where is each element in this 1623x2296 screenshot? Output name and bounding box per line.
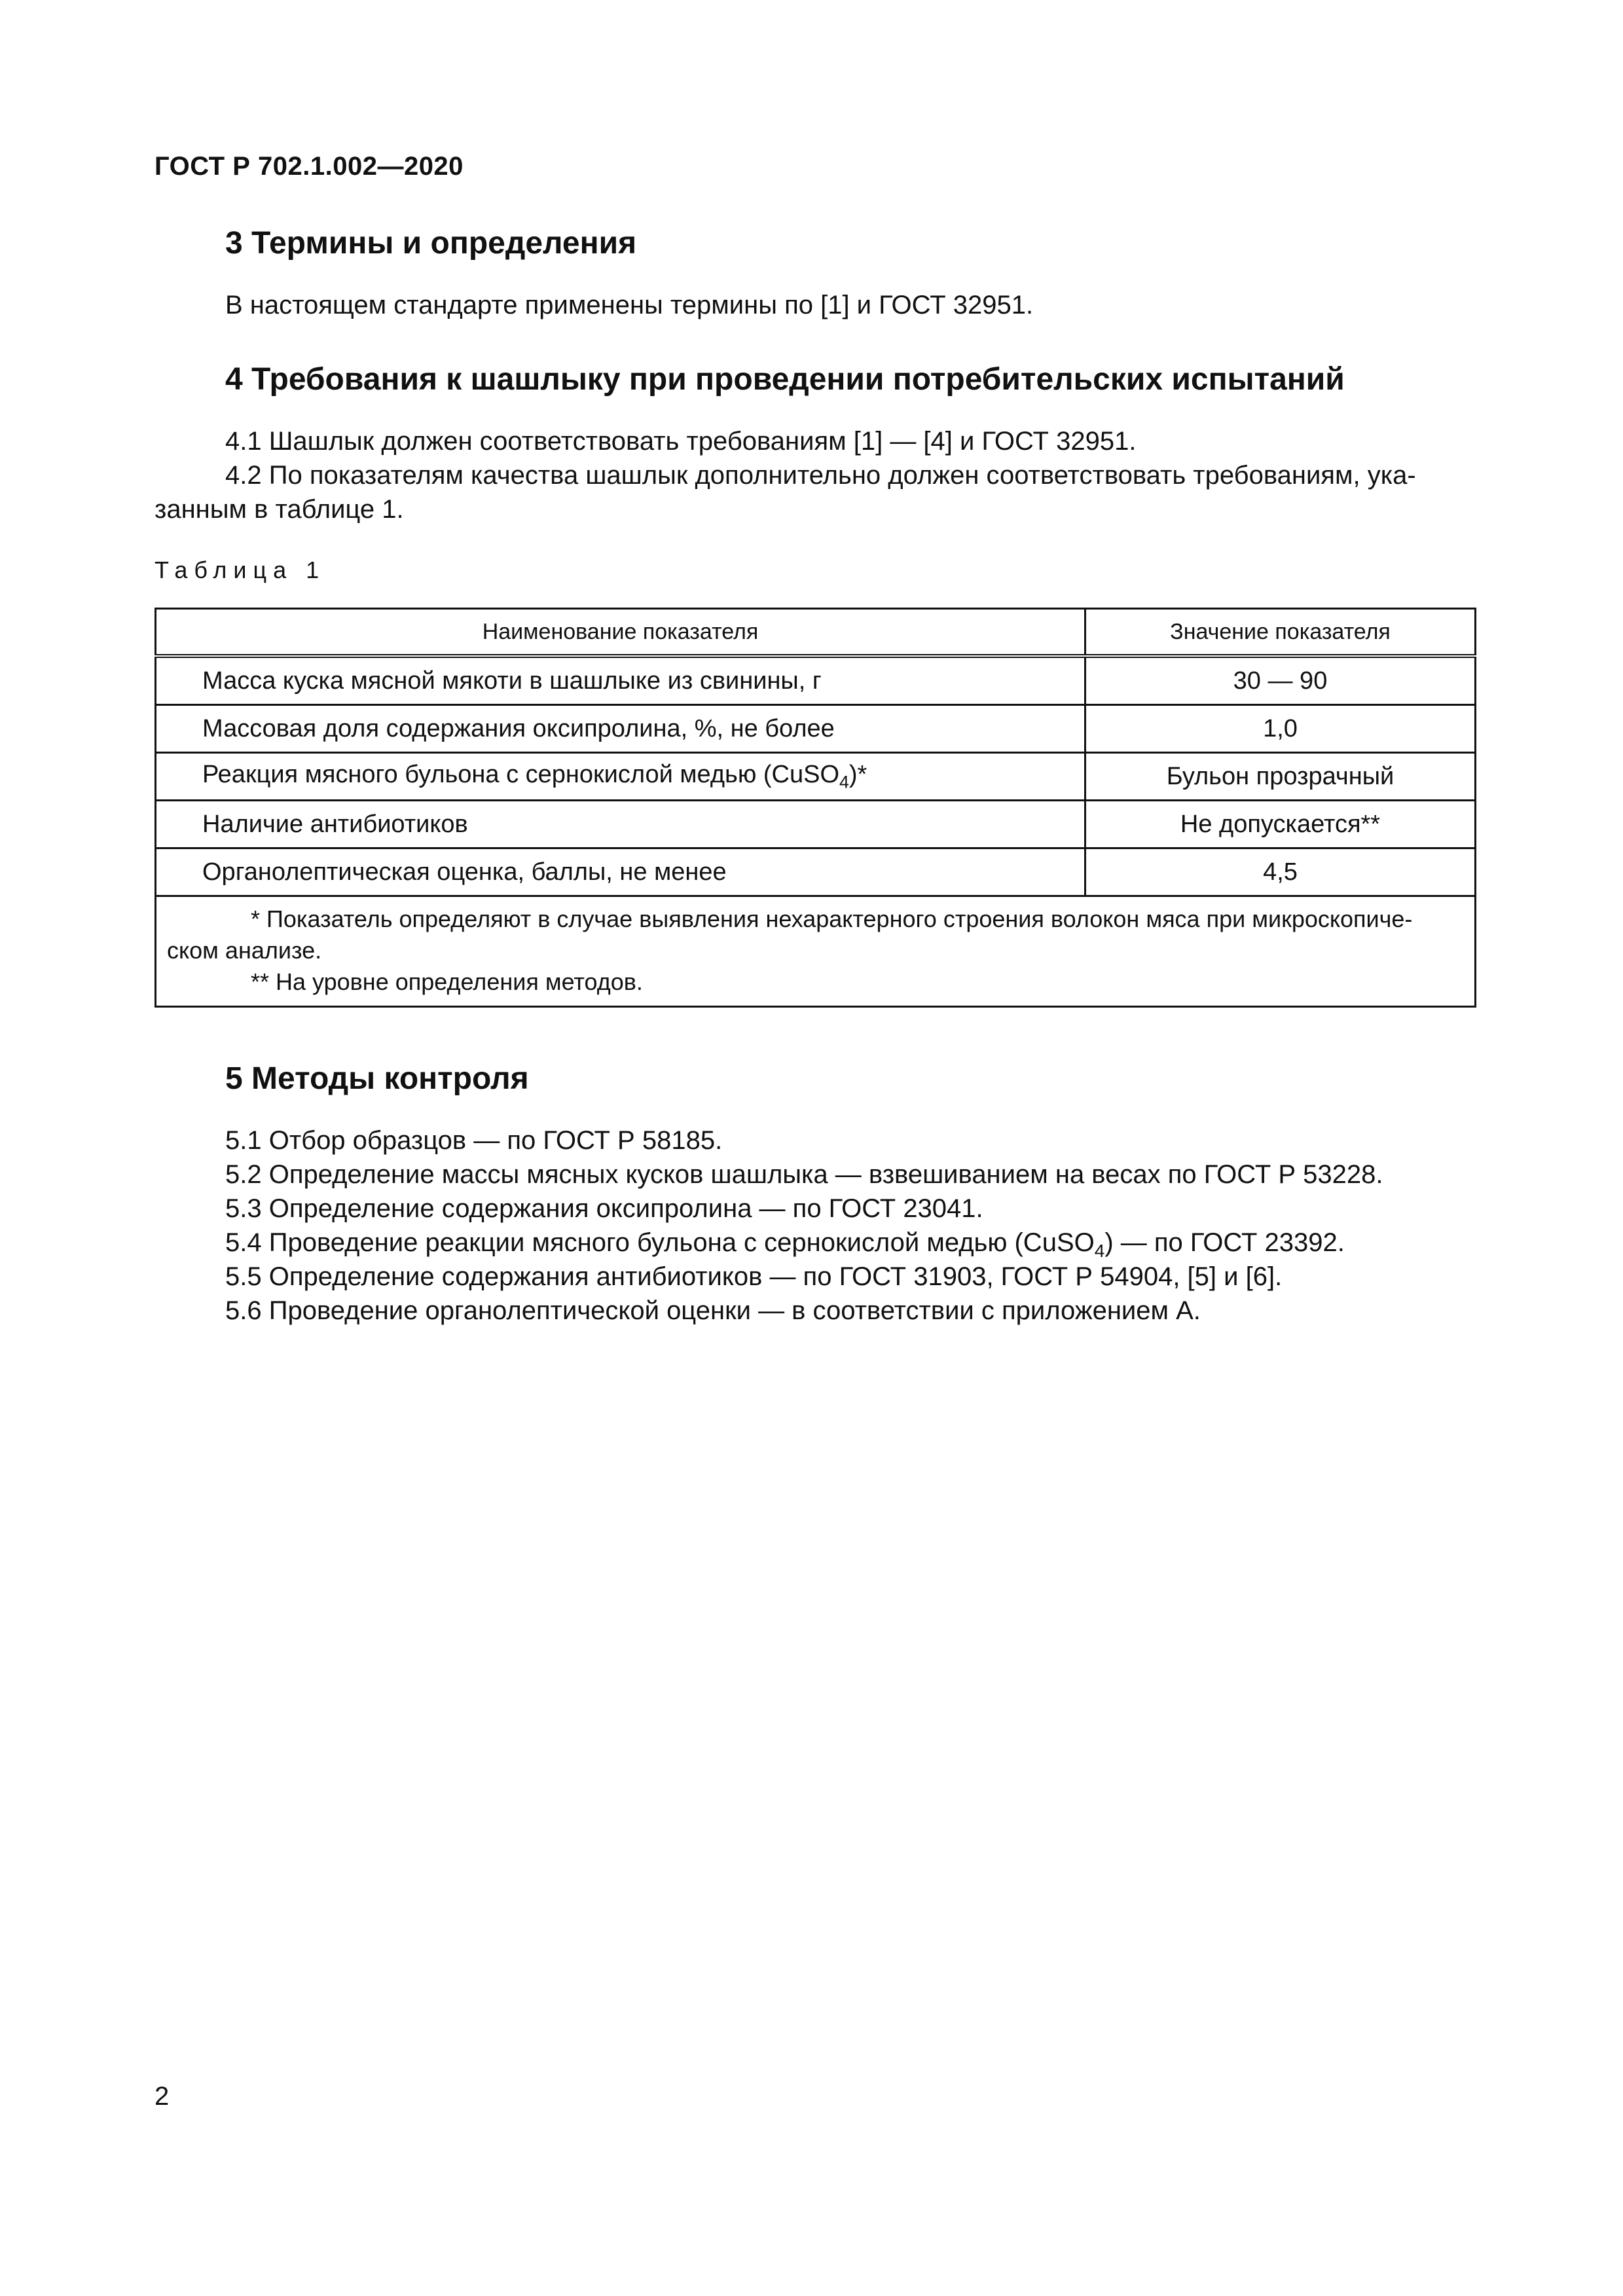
table-row (156, 705, 1476, 753)
section-4-heading: 4 Требования к шашлыку при проведении потребительских испытаний (225, 362, 1345, 397)
clause-5-4-suffix: ) — по ГОСТ 23392. (1104, 1228, 1345, 1257)
table-row (156, 656, 1476, 705)
clause-5-1: 5.1 Отбор образцов — по ГОСТ Р 58185. (225, 1126, 723, 1155)
section-5-heading: 5 Методы контроля (225, 1061, 529, 1096)
indicator-name-text: Реакция мясного бульона с сернокислой медью (CuSO (202, 760, 840, 788)
indicators-table-wrapper (155, 608, 1474, 1008)
clause-5-3: 5.3 Определение содержания оксипролина — по ГОСТ 23041. (225, 1194, 983, 1223)
clause-5-6: 5.6 Проведение органолептической оценки — в соответствии с приложением А. (225, 1296, 1201, 1325)
indicators-table (155, 608, 1476, 1008)
subscript: 4 (1094, 1241, 1105, 1261)
clause-5-4-text: 5.4 Проведение реакции мясного бульона с сернокислой медью (CuSO (225, 1228, 1095, 1257)
section-3-heading: 3 Термины и определения (225, 226, 637, 261)
indicator-name: Наличие антибиотиков (156, 801, 1085, 848)
indicator-value: Не допускается** (1085, 801, 1476, 848)
clause-4-2-line-1: 4.2 По показателям качества шашлык дополнительно должен соответствовать требованиям, ука- (225, 461, 1416, 490)
table-row (156, 801, 1476, 848)
subscript: 4 (839, 772, 849, 792)
table-notes (156, 896, 1476, 1007)
indicator-name-suffix: )* (848, 760, 867, 788)
page-number: 2 (155, 2082, 170, 2111)
indicator-value: Бульон прозрачный (1085, 753, 1476, 801)
section-3-text: В настоящем стандарте применены термины по [1] и ГОСТ 32951. (225, 291, 1034, 319)
indicator-name: Массовая доля содержания оксипролина, %, не более (156, 705, 1085, 753)
indicator-value: 30 — 90 (1085, 656, 1476, 705)
table-row (156, 848, 1476, 896)
footnote-1-line-1: * Показатель определяют в случае выявления нехарактерного строения волокон мяса при микроскопиче- (251, 905, 1413, 932)
indicator-value: 1,0 (1085, 705, 1476, 753)
clause-4-2-line-2: занным в таблице 1. (155, 495, 404, 524)
table-row (156, 753, 1476, 801)
header-indicator-value: Значение показателя (1085, 609, 1476, 657)
table-notes-row (156, 896, 1476, 1007)
footnote-2: ** На уровне определения методов. (251, 968, 643, 995)
indicator-name: Масса куска мясной мякоти в шашлыке из свинины, г (156, 656, 1085, 705)
clause-5-5: 5.5 Определение содержания антибиотиков — по ГОСТ 31903, ГОСТ Р 54904, [5] и [6]. (225, 1262, 1283, 1291)
table-caption: Таблица 1 (155, 556, 326, 583)
indicator-name (156, 753, 1085, 801)
footnote-1-line-2: ском анализе. (167, 937, 322, 964)
indicator-value: 4,5 (1085, 848, 1476, 896)
header-indicator-name: Наименование показателя (156, 609, 1085, 657)
indicator-name: Органолептическая оценка, баллы, не менее (156, 848, 1085, 896)
clause-5-2: 5.2 Определение массы мясных кусков шашлыка — взвешиванием на весах по ГОСТ Р 53228. (225, 1160, 1383, 1189)
clause-4-1: 4.1 Шашлык должен соответствовать требованиям [1] — [4] и ГОСТ 32951. (225, 427, 1137, 456)
document-code: ГОСТ Р 702.1.002—2020 (155, 152, 464, 181)
table-header-row (156, 609, 1476, 657)
